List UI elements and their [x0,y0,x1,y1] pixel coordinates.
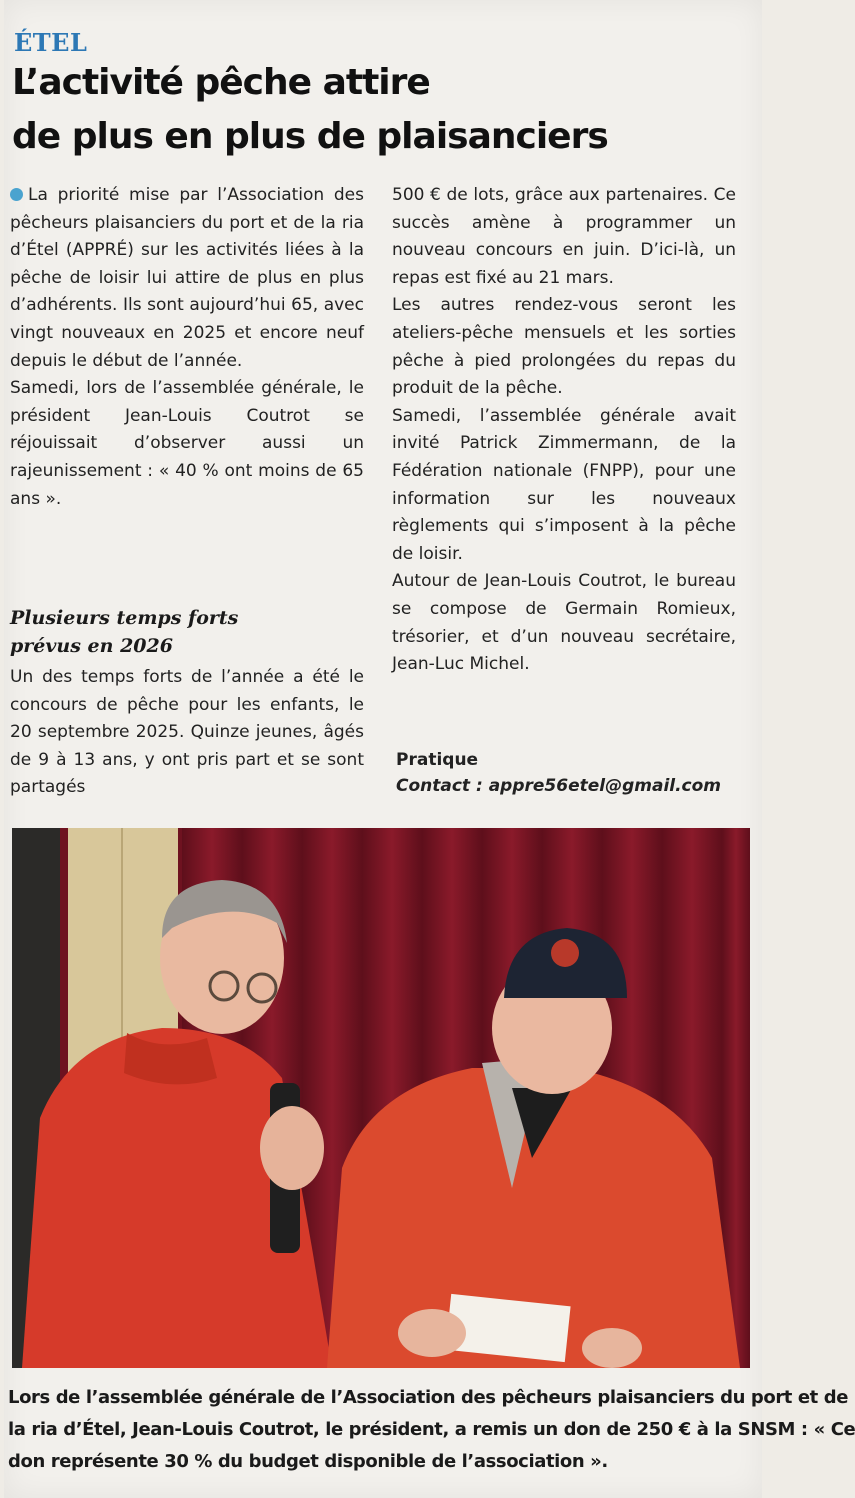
left-column-continued [10,664,364,802]
photo-caption [8,1382,855,1478]
paragraph: Samedi, lors de l’assemblée générale, le président Jean-Louis Coutrot se réjouissait d’observer aussi un rajeunissement : « 40 % ont moins de 65 ans ». [10,378,364,509]
paragraph: 500 € de lots, grâce aux partenaires. Ce succès amène à programmer un nouveau concours en juin. D’ici-là, un repas est fixé au 21 mars. [392,185,736,288]
paragraph-text: La priorité mise par l’Association des pêcheurs plaisanciers du port et de la ria d’Étel (APPRÉ) sur les activités liées à la pêche de loisir lui attire de plus en plus d’adhérents. Ils sont aujourd’hui 65, avec vingt nouveaux en 2025 et encore neuf depuis le début de l’année. [10,185,364,371]
right-column [392,182,736,679]
subheading [10,604,364,660]
left-column [10,182,364,513]
caption-line-2: la ria d’Étel, Jean-Louis Coutrot, le président, a remis un don de 250 € à la SNSM : « Ce [8,1419,855,1440]
section-kicker: ÉTEL [14,28,88,57]
headline [12,56,752,164]
paragraph: Un des temps forts de l’année a été le concours de pêche pour les enfants, le 20 septembre 2025. Quinze jeunes, âgés de 9 à 13 ans, y ont pris part et se sont partagés [10,667,364,798]
headline-line-2: de plus en plus de plaisanciers [12,116,608,157]
subheading-line-1: Plusieurs temps forts [10,607,239,629]
contact-line: Contact : appre56etel@gmail.com [396,776,722,796]
photo-illustration [12,828,750,1368]
paragraph: Samedi, l’assemblée générale avait invité Patrick Zimmermann, de la Fédération nationale (FNPP), pour une information sur les nouveaux règlements qui s’imposent à la pêche de loisir. [392,405,736,564]
article-photo [12,828,750,1368]
caption-line-3: don représente 30 % du budget disponible de l’association ». [8,1451,608,1472]
paragraph: Les autres rendez-vous seront les ateliers-pêche mensuels et les sorties pêche à pied prolongées du repas du produit de la pêche. [392,295,736,399]
bullet-icon [10,188,23,201]
paragraph [10,182,364,375]
caption-line-1: Lors de l’assemblée générale de l’Association des pêcheurs plaisanciers du port et de [8,1387,849,1408]
paragraph: Autour de Jean-Louis Coutrot, le bureau se compose de Germain Romieux, trésorier, et d’un nouveau secrétaire, Jean-Luc Michel. [392,571,736,675]
pratique-label: Pratique [396,750,479,770]
subheading-line-2: prévus en 2026 [10,635,173,657]
headline-line-1: L’activité pêche attire [12,62,430,103]
